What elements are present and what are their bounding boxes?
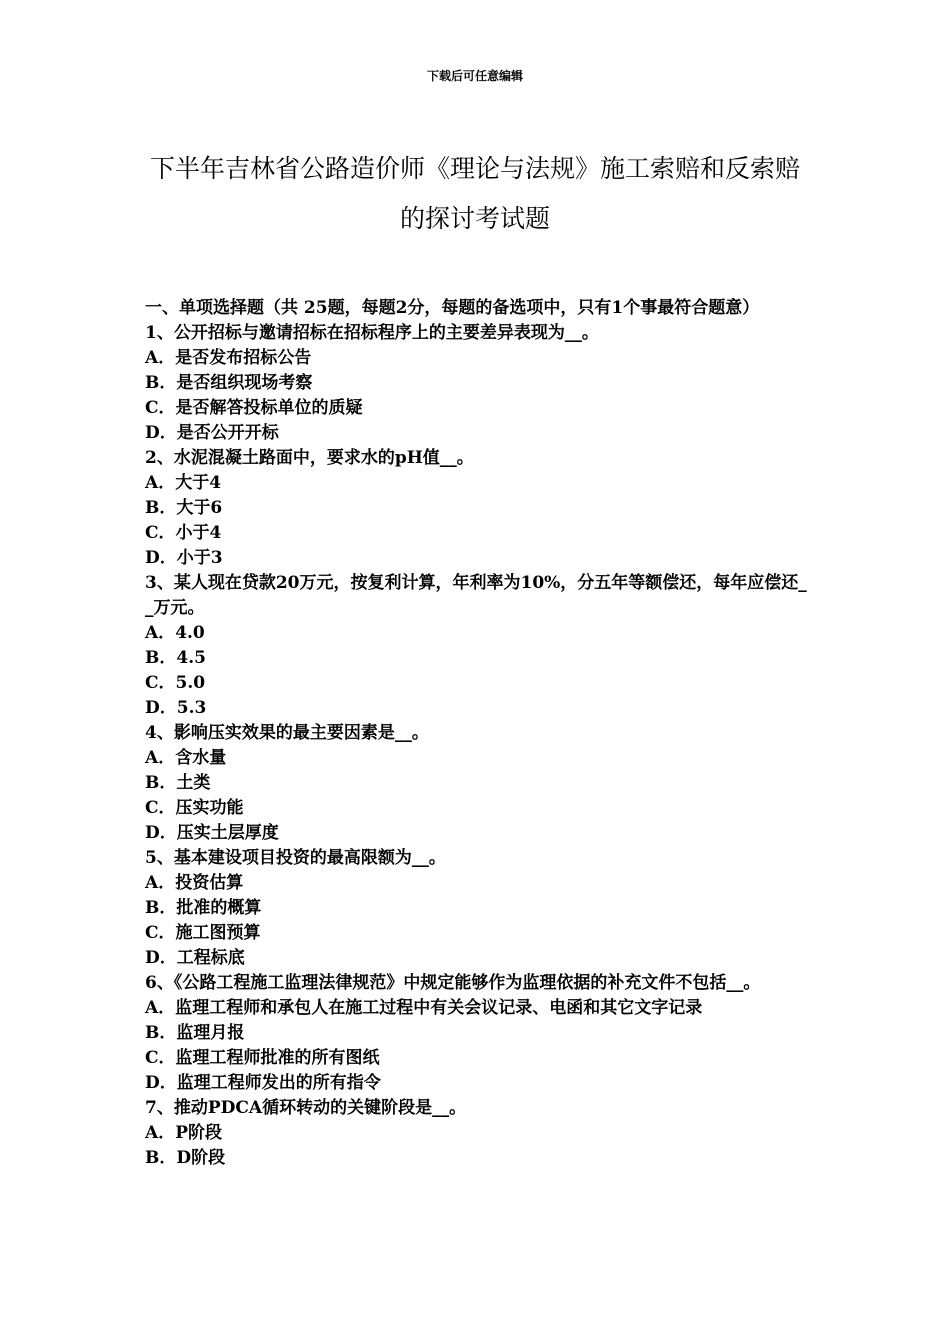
option-b: B．4.5 [145,648,206,668]
option-b: B．大于6 [145,498,223,518]
question-item [145,571,807,721]
question-stem: 1、公开招标与邀请招标在招标程序上的主要差异表现为__。 [145,323,599,343]
document-title: 下半年吉林省公路造价师《理论与法规》施工索赔和反索赔的探讨考试题 [150,154,801,233]
option-a: A．是否发布招标公告 [145,348,312,368]
option-d: D．工程标底 [145,948,245,968]
question-item [145,846,807,971]
question-item [145,971,807,1096]
option-c: C．压实功能 [145,798,244,818]
question-stem: 6、《公路工程施工监理法律规范》中规定能够作为监理依据的补充文件不包括__。 [145,973,761,993]
option-d: D．小于3 [145,548,223,568]
option-b: B．D阶段 [145,1148,226,1168]
option-a: A．投资估算 [145,873,244,893]
question-stem: 4、影响压实效果的最主要因素是__。 [145,723,429,743]
question-item [145,321,807,446]
option-c: C．5.0 [145,673,206,693]
option-a: A．监理工程师和承包人在施工过程中有关会议记录、电函和其它文字记录 [145,998,703,1018]
option-b: B．批准的概算 [145,898,262,918]
option-d: D．是否公开开标 [145,423,279,443]
option-a: A．P阶段 [145,1123,222,1143]
question-list [145,296,807,1171]
question-stem: 7、推动PDCA循环转动的关键阶段是__。 [145,1098,467,1118]
option-b: B．是否组织现场考察 [145,373,313,393]
option-d: D．监理工程师发出的所有指令 [145,1073,381,1093]
option-a: A．含水量 [145,748,227,768]
option-c: C．是否解答投标单位的质疑 [145,398,363,418]
option-d: D．压实土层厚度 [145,823,279,843]
question-item [145,446,807,571]
option-b: B．监理月报 [145,1023,245,1043]
header-note: 下载后可任意编辑 [426,69,523,83]
section-heading: 一、单项选择题（共 25题，每题2分，每题的备选项中，只有1个事最符合题意） [145,298,760,318]
option-c: C．小于4 [145,523,222,543]
question-stem: 2、水泥混凝土路面中，要求水的pH值__。 [145,448,474,468]
option-a: A．4.0 [145,623,205,643]
question-item [145,721,807,846]
option-c: C．监理工程师批准的所有图纸 [145,1048,380,1068]
option-b: B．土类 [145,773,211,793]
option-d: D．5.3 [145,698,207,718]
question-stem: 5、基本建设项目投资的最高限额为__。 [145,848,446,868]
question-item [145,1096,807,1171]
option-a: A．大于4 [145,473,222,493]
option-c: C．施工图预算 [145,923,261,943]
question-stem: 3、某人现在贷款20万元，按复利计算，年利率为10%，分五年等额偿还，每年应偿还__万元。 [145,573,807,618]
